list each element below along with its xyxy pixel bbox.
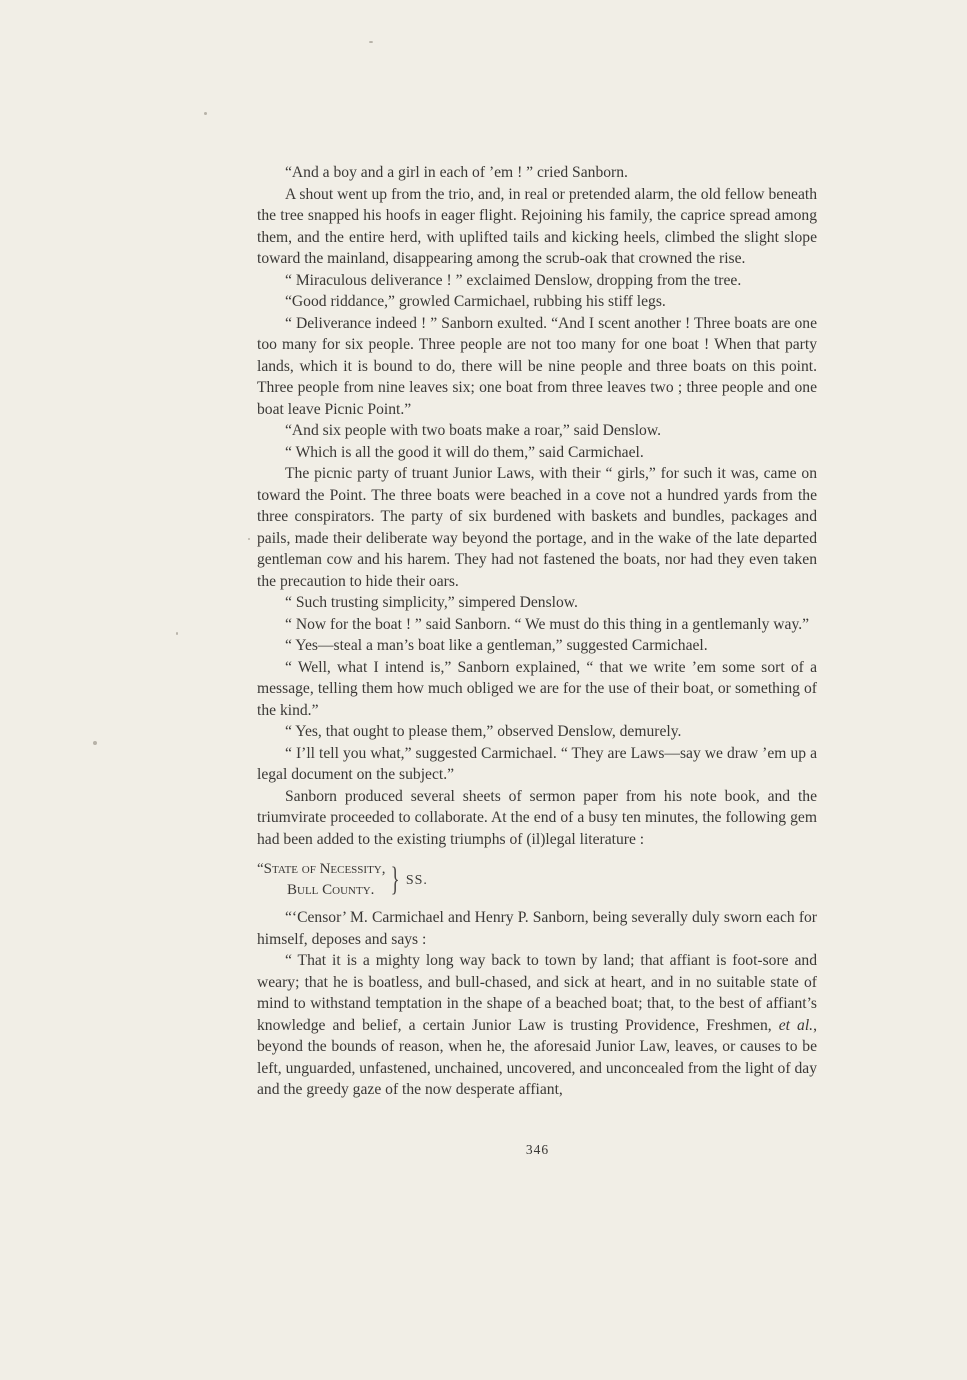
italic-latin: et al. (778, 1016, 814, 1034)
body-text (257, 162, 817, 1101)
paragraph: “ Yes—steal a man’s boat like a gentleman,” suggested Carmichael. (285, 637, 708, 654)
paper-speck (369, 41, 373, 43)
paragraph: “‘Censor’ M. Carmichael and Henry P. Sanborn, being severally duly sworn each for himself, deposes and says : (257, 909, 817, 948)
paragraph: “And a boy and a girl in each of ’em ! ” cried Sanborn. (285, 164, 628, 181)
paper-speck (204, 112, 207, 115)
caption-ss: SS. (405, 872, 428, 888)
paper-speck (248, 538, 250, 540)
paragraph: “ Well, what I intend is,” Sanborn explained, “ that we write ’em some sort of a message, telling them how much obliged we are for the use of their boat, or something of the kind.” (257, 658, 817, 719)
paragraph: Sanborn produced several sheets of sermon paper from his note book, and the triumvirate proceeded to collaborate. At the end of a busy ten minutes, the following gem had been added to the existing triumphs of (il)legal literature : (257, 787, 817, 848)
paragraph-text: , beyond the bounds of reason, when he, the aforesaid Junior Law, leaves, or causes to be left, unguarded, unfastened, unchained, uncovered, and unconcealed from the light of day and the greedy gaze of the now desperate affiant, (257, 1016, 817, 1098)
paragraph: “ Deliverance indeed ! ” Sanborn exulted. “And I scent another ! Three boats are one too many for six people. Three people are not too many for one boat ! When that party lands, which it is bound to do, there will be nine people and three boats on this point. Three people from nine leaves six; one boat from three leaves two ; three people and one boat leave Picnic Point.” (257, 314, 817, 418)
paragraph-text: “ That it is a mighty long way back to town by land; that affiant is foot-sore and weary; that he is boatless, and bull-chased, and sick at heart, and in no suitable state of mind to withstand temptation in the shape of a beached boat; that, to the best of affiant’s knowledge and belief, a certain Junior Law is trusting Providence, Freshmen, (257, 952, 817, 1034)
paragraph: “ I’ll tell you what,” suggested Carmichael. “ They are Laws—say we draw ’em up a legal document on the subject.” (257, 744, 817, 783)
page-number: 346 (525, 1142, 550, 1157)
brace-glyph: } (391, 861, 401, 898)
paragraph (257, 950, 817, 1101)
paper-speck (176, 632, 178, 635)
paragraph: “ Miraculous deliverance ! ” exclaimed Denslow, dropping from the tree. (285, 271, 742, 289)
paragraph: “ Which is all the good it will do them,” said Carmichael. (285, 443, 644, 461)
caption-county: Bull County. (287, 882, 375, 898)
paragraph: “Good riddance,” growled Carmichael, rubbing his stiff legs. (285, 293, 666, 310)
paragraph: “And six people with two boats make a roar,” said Denslow. (285, 422, 661, 439)
caption-lines (257, 859, 385, 901)
paragraph: “ Yes, that ought to please them,” observed Denslow, demurely. (285, 723, 682, 740)
paragraph: The picnic party of truant Junior Laws, with their “ girls,” for such it was, came on toward the Point. The three boats were beached in a cove not a hundred yards from the three conspirators. The party of six burdened with baskets and bundles, packages and pails, made their deliberate way beyond the portage, and in the wake of the late departed gentleman cow and his harem. They had not fastened the boats, nor had they even taken the precaution to hide their oars. (257, 465, 817, 590)
paper-speck (93, 741, 97, 745)
caption-state: “State of Necessity, (257, 861, 386, 877)
paragraph: A shout went up from the trio, and, in real or pretended alarm, the old fellow beneath the tree snapped his hoofs in eager flight. Rejoining his family, the caprice spread among them, and the entire herd, with uplifted tails and kicking heels, climbed the slight slope toward the mainland, disappearing among the scrub-oak that crowned the rise. (257, 185, 817, 267)
legal-caption (257, 859, 817, 901)
paragraph: “ Now for the boat ! ” said Sanborn. “ We must do this thing in a gentlemanly way.” (285, 615, 810, 633)
paragraph: “ Such trusting simplicity,” simpered Denslow. (285, 594, 578, 611)
